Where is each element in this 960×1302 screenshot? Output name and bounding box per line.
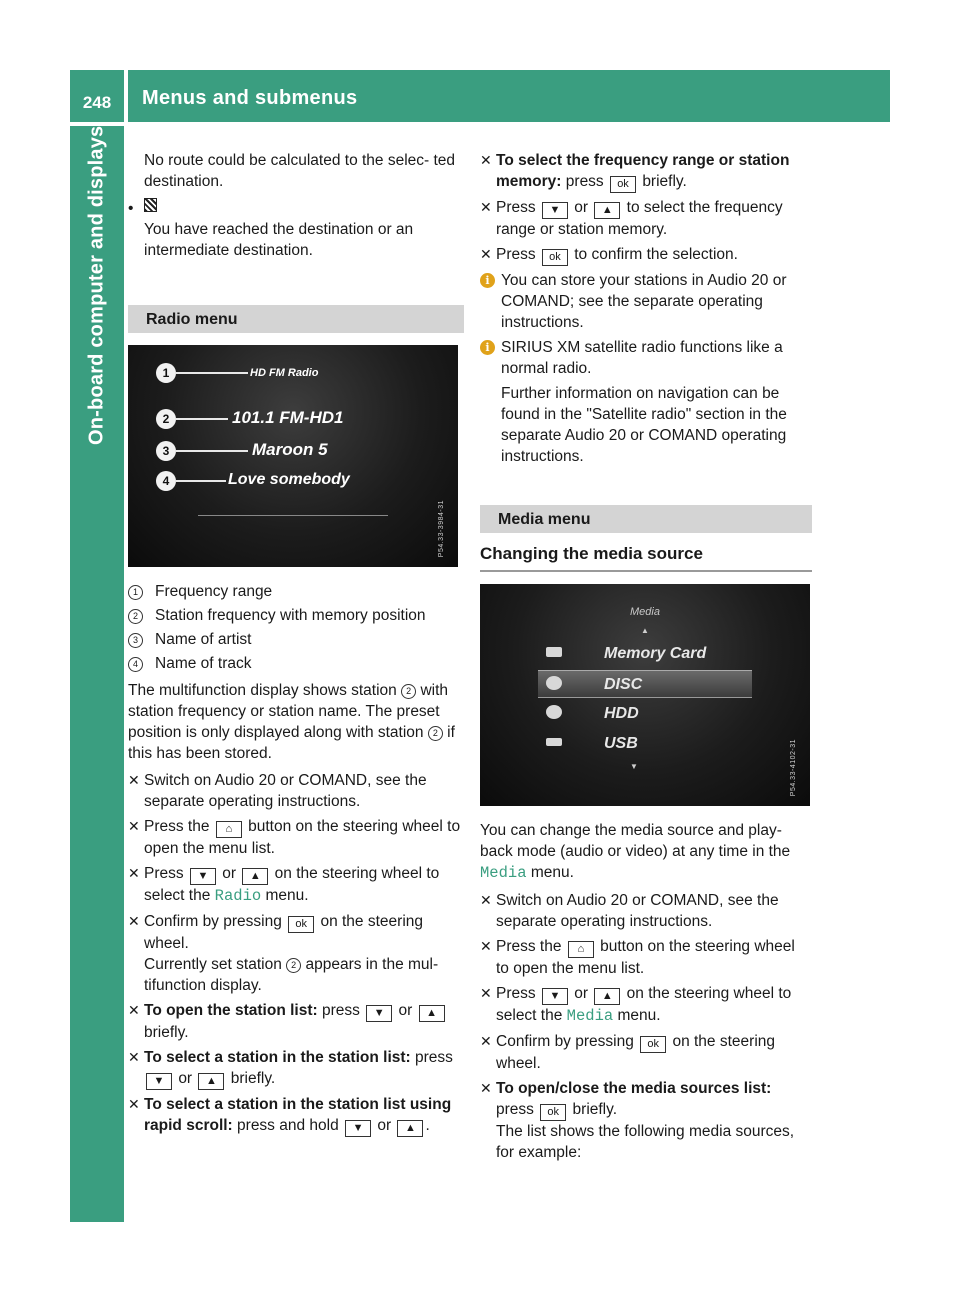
step-arrow-icon: ✕ (480, 152, 492, 168)
legend-text: Frequency range (155, 583, 273, 600)
legend-list (128, 581, 464, 674)
step-title: To select the frequency range or station memory: (496, 152, 790, 190)
text: Currently set station (144, 956, 282, 973)
step-title: To select a station in the station list using rapid scroll: (144, 1096, 452, 1134)
text: menu. (617, 1007, 661, 1024)
text: Confirm by pressing (144, 913, 282, 930)
step-arrow-icon: ✕ (480, 1033, 492, 1049)
step-arrow-icon: ✕ (480, 199, 492, 215)
step-arrow-icon: ✕ (480, 938, 492, 954)
radio-frequency-label: 101.1 FM-HD1 (232, 408, 344, 427)
text: or (574, 985, 589, 1002)
media-display-image (480, 584, 810, 806)
media-item-hdd (538, 700, 752, 726)
scroll-up-icon: ▲ (641, 626, 649, 635)
radio-menu-heading: Radio menu (128, 305, 464, 333)
text: Confirm by pressing (496, 1033, 634, 1050)
ok-key-icon: ok (540, 1104, 566, 1121)
step-text (496, 936, 812, 979)
callout-2-ref: 2 (401, 684, 416, 699)
legend-number: 3 (128, 633, 143, 648)
step-arrow-icon: ✕ (480, 985, 492, 1001)
callout-line (176, 372, 248, 374)
step (480, 150, 812, 193)
page-header (128, 70, 890, 122)
step-text (496, 1078, 812, 1163)
text: . (425, 1117, 430, 1134)
legend-number: 2 (128, 609, 143, 624)
callout-1: 1 (156, 363, 176, 383)
down-key-icon: ▼ (190, 868, 216, 885)
step-text (496, 1031, 812, 1074)
text: press (415, 1049, 453, 1066)
text: to select the frequency range or station memory. (496, 199, 783, 238)
callout-3: 3 (156, 441, 176, 461)
text: if this has been stored. (128, 724, 455, 762)
usb-icon (546, 738, 562, 746)
step-arrow-icon: ✕ (128, 865, 140, 881)
up-key-icon: ▲ (419, 1005, 445, 1022)
step-text (144, 911, 464, 996)
text: on the steering wheel. (496, 1033, 775, 1072)
flag-bullet (128, 198, 464, 219)
step-text (496, 244, 812, 266)
callout-line (176, 450, 248, 452)
text: briefly. (642, 173, 687, 190)
step-arrow-icon: ✕ (480, 1080, 492, 1096)
intro-text: No route could be calculated to the selec- ted destination. (144, 152, 456, 190)
step-text (144, 1047, 464, 1090)
media-item-usb (538, 730, 752, 756)
text: or (574, 199, 589, 216)
radio-display-image (128, 345, 458, 567)
step-arrow-icon: ✕ (480, 892, 492, 908)
step-arrow-icon: ✕ (128, 1002, 140, 1018)
left-column (128, 150, 464, 1141)
step-arrow-icon: ✕ (128, 772, 140, 788)
step-text (496, 983, 812, 1027)
radio-band-label: HD FM Radio (250, 367, 319, 379)
media-label: USB (604, 735, 638, 752)
media-screen-title: Media (630, 606, 660, 618)
text: or (398, 1002, 413, 1019)
callout-2-ref: 2 (428, 726, 443, 741)
text: Press the (144, 818, 210, 835)
step-text (144, 1000, 464, 1043)
media-menu-ref: Media (566, 1007, 614, 1025)
text: press (496, 1101, 534, 1118)
media-paragraph (480, 820, 812, 884)
up-key-icon: ▲ (594, 988, 620, 1005)
text: You can change the media source and play- back mode (audio or video) at any time in the (480, 822, 791, 860)
radio-artist-label: Maroon 5 (252, 440, 328, 459)
step-title: To open/close the media sources list: (496, 1080, 772, 1097)
text: menu. (530, 864, 574, 881)
step (128, 770, 464, 812)
text: or (222, 865, 237, 882)
media-label: DISC (604, 676, 643, 693)
info-text: You can store your stations in Audio 20 or COMAND; see the separate operating instructions. (501, 272, 787, 331)
info-icon: i (480, 273, 495, 288)
text: SIRIUS XM satellite radio functions like a normal radio. (501, 339, 783, 377)
down-key-icon: ▼ (542, 988, 568, 1005)
media-label: Memory Card (604, 645, 707, 662)
ok-key-icon: ok (542, 249, 568, 266)
text: briefly. (572, 1101, 618, 1118)
legend-item (128, 653, 464, 674)
down-key-icon: ▼ (542, 202, 568, 219)
info-note (480, 270, 812, 333)
callout-4: 4 (156, 471, 176, 491)
text: to confirm the selection. (574, 246, 738, 263)
step-text: Switch on Audio 20 or COMAND, see the separate operating instructions. (496, 892, 779, 930)
text: press (321, 1002, 360, 1019)
legend-text: Name of track (155, 655, 252, 672)
text: Further information on navigation can be found in the "Satellite radio" section in the separate Audio 20 or COMAND operating instructions. (501, 385, 787, 465)
down-key-icon: ▼ (345, 1120, 371, 1137)
text: on the steering wheel. (144, 913, 423, 952)
legend-number: 4 (128, 657, 143, 672)
text: Press the (496, 938, 562, 955)
disc-icon (546, 676, 562, 690)
step (128, 863, 464, 907)
info-note (480, 337, 812, 467)
text: Press (496, 246, 536, 263)
text: The multifunction display shows station (128, 682, 397, 699)
text: briefly. (144, 1024, 189, 1041)
home-key-icon: ⌂ (216, 821, 242, 838)
up-key-icon: ▲ (198, 1073, 224, 1090)
down-key-icon: ▼ (366, 1005, 392, 1022)
right-column (480, 150, 812, 1167)
step (128, 816, 464, 859)
step-arrow-icon: ✕ (128, 1096, 140, 1112)
step (480, 244, 812, 266)
media-item-disc (538, 670, 752, 698)
media-menu-heading: Media menu (480, 505, 812, 533)
text: The list shows the following media sources, for example: (496, 1123, 795, 1161)
text: press (565, 173, 604, 190)
step (480, 936, 812, 979)
text: Press (496, 199, 536, 216)
step (480, 983, 812, 1027)
down-key-icon: ▼ (146, 1073, 172, 1090)
step-title: To select a station in the station list: (144, 1049, 411, 1066)
radio-track-label: Love somebody (228, 471, 350, 488)
text: appears in the mul- tifunction display. (144, 956, 439, 994)
up-key-icon: ▲ (242, 868, 268, 885)
text: with station frequency or station name. The preset position is only displayed along with station (128, 682, 449, 741)
step (480, 197, 812, 240)
bullet-dot: • (128, 200, 134, 217)
info-icon: i (480, 340, 495, 355)
legend-text: Name of artist (155, 631, 252, 648)
step-text (496, 150, 812, 193)
step (128, 1047, 464, 1090)
home-key-icon: ⌂ (568, 941, 594, 958)
step-arrow-icon: ✕ (480, 246, 492, 262)
radio-paragraph (128, 680, 464, 764)
text: on the steering wheel to select the (144, 865, 440, 904)
callout-line (176, 480, 226, 482)
scroll-down-icon: ▼ (630, 762, 638, 771)
text: Press (496, 985, 536, 1002)
step (480, 890, 812, 932)
callout-2-ref: 2 (286, 958, 301, 973)
text: menu. (265, 887, 309, 904)
page-number: 248 (82, 92, 112, 112)
image-code: P54.33-3984-31 (438, 499, 445, 557)
text: or (178, 1070, 193, 1087)
flag-text: You have reached the destination or an intermediate destination. (144, 221, 414, 259)
media-menu-ref: Media (480, 864, 527, 882)
step (128, 1094, 464, 1137)
text: on the steering wheel to select the (496, 985, 792, 1024)
destination-flag-icon (144, 198, 157, 212)
media-item-memory-card (538, 640, 752, 666)
up-key-icon: ▲ (594, 202, 620, 219)
text: button on the steering wheel to open the menu list. (144, 818, 461, 857)
page-title: Menus and submenus (142, 87, 358, 109)
ok-key-icon: ok (288, 916, 314, 933)
info-text (501, 337, 812, 467)
radio-menu-ref: Radio (214, 887, 262, 905)
up-key-icon: ▲ (397, 1120, 423, 1137)
text: press and hold (237, 1117, 339, 1134)
text: Press (144, 865, 184, 882)
hdd-icon (546, 705, 562, 719)
step (480, 1031, 812, 1074)
memory-card-icon (546, 647, 562, 657)
step-text (144, 816, 464, 859)
step-text: Switch on Audio 20 or COMAND, see the separate operating instructions. (144, 772, 427, 810)
side-tab-title: On-board computer and displays (85, 126, 108, 446)
text: button on the steering wheel to open the menu list. (496, 938, 795, 977)
step-title: To open the station list: (144, 1002, 318, 1019)
legend-item (128, 581, 464, 602)
legend-number: 1 (128, 585, 143, 600)
step-text (144, 1094, 464, 1137)
step (480, 1078, 812, 1163)
callout-line (176, 418, 228, 420)
text: or (377, 1117, 392, 1134)
legend-item (128, 629, 464, 650)
step (128, 1000, 464, 1043)
step-text (144, 863, 464, 907)
legend-text: Station frequency with memory position (155, 607, 426, 624)
callout-2: 2 (156, 409, 176, 429)
changing-media-source-heading: Changing the media source (480, 543, 812, 572)
step-arrow-icon: ✕ (128, 913, 140, 929)
step-arrow-icon: ✕ (128, 818, 140, 834)
step-arrow-icon: ✕ (128, 1049, 140, 1065)
step-text (496, 197, 812, 240)
text: briefly. (230, 1070, 276, 1087)
legend-item (128, 605, 464, 626)
ok-key-icon: ok (640, 1036, 666, 1053)
image-code: P54.33-4102-31 (790, 738, 797, 796)
step (128, 911, 464, 996)
display-divider (198, 515, 388, 516)
ok-key-icon: ok (610, 176, 636, 193)
media-label: HDD (604, 705, 639, 722)
